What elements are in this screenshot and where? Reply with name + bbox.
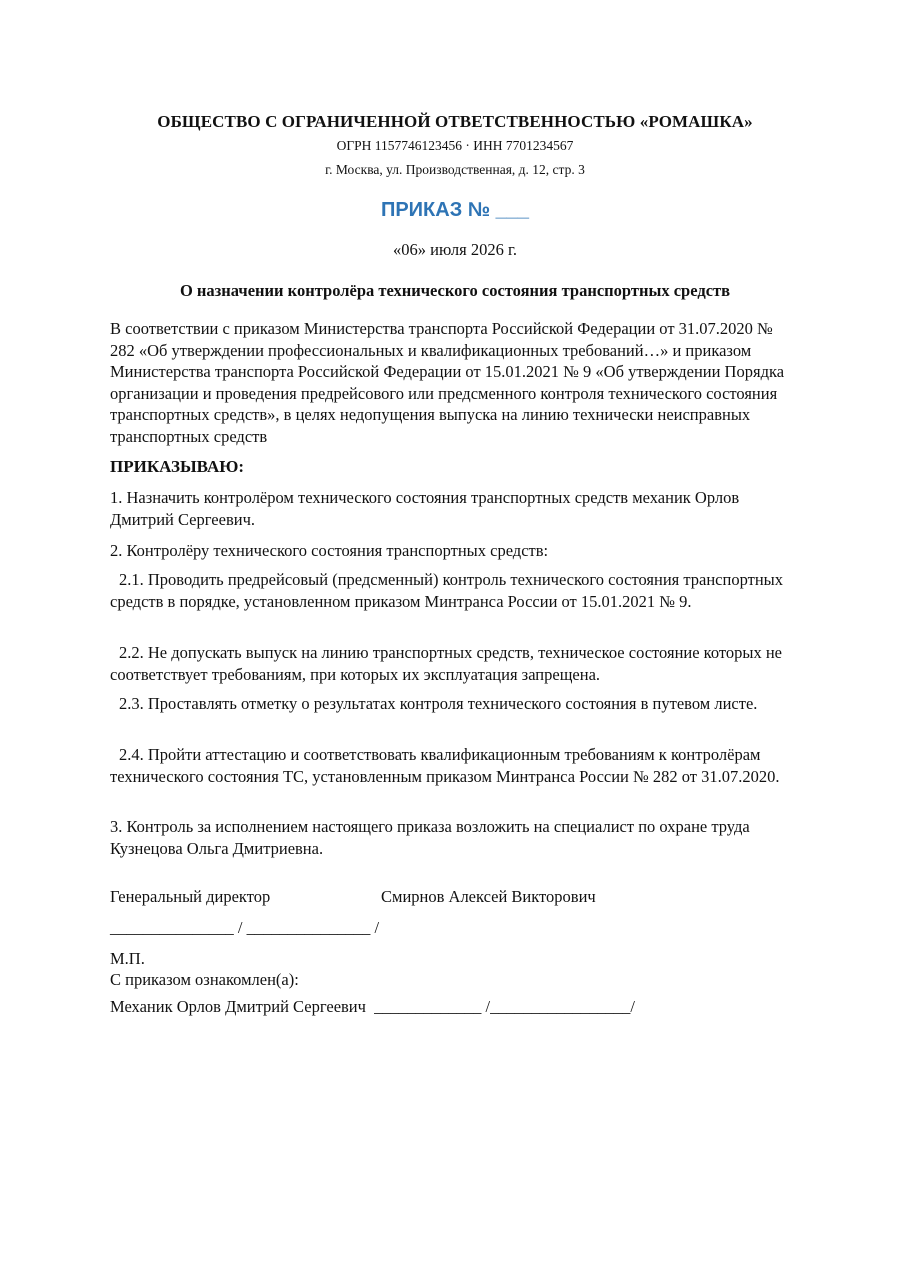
order-subject: О назначении контролёра технического состояния транспортных средств — [179, 281, 731, 300]
organization-address: г. Москва, ул. Производственная, д. 12, стр. 3 — [325, 162, 585, 177]
order-item-2-4: 2.4. Пройти аттестацию и соответствовать квалификационным требованиям к контролёрам технического состояния ТС, установленным приказом Минтранса России № 282 от 31.07.2020. — [110, 745, 780, 786]
preamble-paragraph: В соответствии с приказом Министерства транспорта Российской Федерации от 31.07.2020 № 282 «Об утверждении профессиональных и квалификационных требований…» и приказом Министерства транспорта Российской Федерации от 15.01.2021 № 9 «Об утверждении Порядка организации и проведения предрейсового или предсменного контроля технического состояния транспортных средств», в целях недопущения выпуска на линию технически неисправных транспортных средств — [110, 319, 785, 446]
acquaintance-label: С приказом ознакомлен(а): — [110, 970, 299, 989]
order-item-1: 1. Назначить контролёром технического состояния транспортных средств механик Орлов Дмитрий Сергеевич. — [110, 488, 740, 529]
organization-requisites: ОГРН 1157746123456 · ИНН 7701234567 — [336, 138, 574, 153]
order-item-3: 3. Контроль за исполнением настоящего приказа возложить на специалист по охране труда Кузнецова Ольга Дмитриевна. — [110, 817, 750, 858]
stamp-place: М.П. — [110, 949, 145, 968]
order-item-2-1: 2.1. Проводить предрейсовый (предсменный) контроль технического состояния транспортных средств в порядке, установленном приказом Минтранса России от 15.01.2021 № 9. — [110, 570, 783, 611]
signature-lines: _______________ / _______________ / — [110, 918, 380, 937]
directive-heading: ПРИКАЗЫВАЮ: — [110, 457, 245, 476]
order-date: «06» июля 2026 г. — [393, 240, 517, 259]
signatory-name: Смирнов Алексей Викторович — [381, 887, 596, 906]
order-item-2-2: 2.2. Не допускать выпуск на линию транспортных средств, техническое состояние которых не соответствует требованиям, при которых их эксплуатация запрещена. — [110, 643, 783, 684]
order-item-2-3: 2.3. Проставлять отметку о результатах контроля технического состояния в путевом листе. — [119, 694, 758, 713]
organization-name: ОБЩЕСТВО С ОГРАНИЧЕННОЙ ОТВЕТСТВЕННОСТЬЮ «РОМАШКА» — [157, 112, 753, 131]
signatory-position: Генеральный директор — [110, 887, 271, 906]
employee-signature-line: Механик Орлов Дмитрий Сергеевич _____________ /_________________/ — [110, 997, 635, 1016]
order-item-2: 2. Контролёру технического состояния транспортных средств: — [110, 541, 549, 560]
order-title: ПРИКАЗ № ___ — [380, 199, 530, 221]
